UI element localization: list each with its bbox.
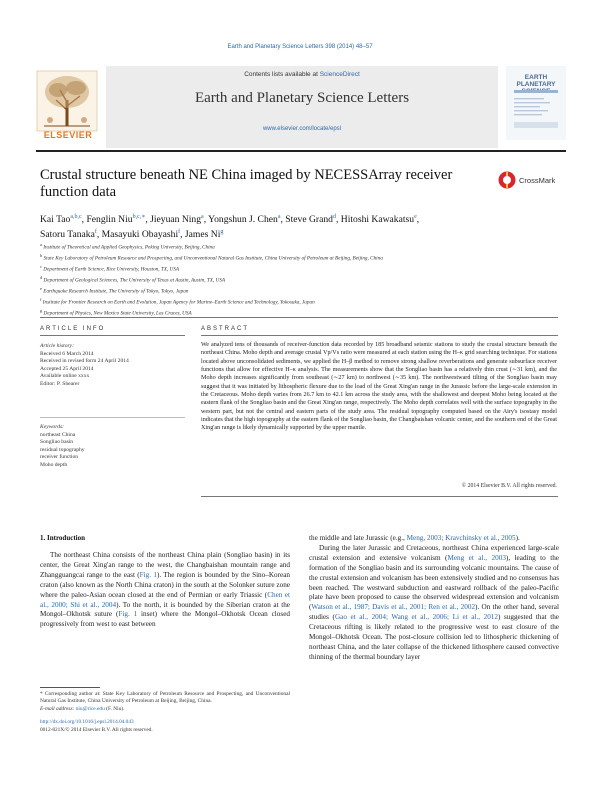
author-name[interactable]: Satoru Tanaka: [40, 229, 95, 241]
affiliation-item: [40, 263, 570, 274]
keyword: residual topography: [40, 446, 85, 453]
reference-link[interactable]: Fig. 1: [139, 570, 157, 579]
keyword: Songliao basin: [40, 439, 74, 446]
email-link[interactable]: niu@rice.edu: [75, 705, 105, 712]
author-list: Kai Tao$^{a,b,c}$, Fenglin Niu$^{b,c,∗}$, Jieyuan Ning$^a$, Yongshun J. Chen$^a$, Steve Grand$^d$, Hitoshi Kawakatsu$^e$, Satoru Tanaka$^f$, Masayuki Obayashi$^f$, James Ni$^g$: [40, 214, 420, 241]
sciencedirect-link[interactable]: ScienceDirect: [319, 71, 360, 78]
affiliation-marker: a: [40, 242, 42, 247]
intro-right-para-1: the middle and late Jurassic (e.g., Meng, 2003; Kravchinsky et al., 2005).: [309, 534, 520, 542]
affiliation-item: [40, 241, 570, 252]
affiliation-item: [40, 296, 570, 307]
affiliation-text: Institute of Theoretical and Applied Geophysics, Peking University, Beijing, China: [42, 244, 215, 251]
author-affiliation-marker[interactable]: g: [220, 229, 224, 236]
affiliation-text: Department of Geological Sciences, The University of Texas at Austin, Austin, TX, USA: [42, 277, 225, 284]
author-name[interactable]: Hitoshi Kawakatsu: [340, 214, 415, 226]
author-name[interactable]: Yongshun J. Chen: [208, 214, 278, 226]
keyword: northeast China: [40, 431, 76, 438]
keyword: receiver function: [40, 454, 79, 461]
history-entry: Received 6 March 2014: [40, 350, 94, 357]
affiliation-marker: c: [40, 264, 42, 270]
footnote-text: * Corresponding author at: State Key Laboratory of Petroleum Resource and Prospecting, and Unconventional Natural Gas Institute, China University of Petroleum at Beijing, Beijing, China.: [40, 691, 290, 705]
affiliation-text: Earthquake Research Institute, The University of Tokyo, Tokyo, Japan: [42, 288, 189, 295]
author-affiliation-marker[interactable]: a,b,c: [70, 214, 82, 220]
affiliation-text: Department of Physics, New Mexico State University, Las Cruces, USA: [42, 310, 192, 317]
reference-link[interactable]: Meng, 2003; Kravchinsky et al., 2005: [406, 534, 516, 542]
intro-right-para-2: During the later Jurassic and Cretaceous, northeast China experienced large-scale crustal extension and extensive volcanism (Meng et al., 2003), leading to the formation of the Songliao basin and its surrounding volcanic mountains. The cause of the crustal extension and volcanism has been extensively studied and no consensus has been reached. The westward subduction and eastward rollback of the paleo-Pacific plate have been proposed to cause the observed widespread extension and volcanism (Watson et al., 1987; Davis et al., 2001; Ren et al., 2002). On the other hand, several studies (Gao et al., 2004; Wang et al., 2006; Li et al., 2012) suggested that the Cretaceous rifting is likely related to the progressive west to east closure of the Mongol–Okhotsk Ocean. The post-closure collision led to lithospheric thickening of northeast China, and the later collapse of the thickened lithosphere caused convective thinning of the thermal boundary layer: [309, 543, 559, 661]
cover-graphic: [514, 90, 558, 130]
article-history: [40, 343, 190, 389]
abstract-copyright: © 2014 Elsevier B.V. All rights reserved.: [461, 483, 557, 489]
article-info-rule: [40, 335, 185, 336]
reference-link[interactable]: Fig. 1: [118, 610, 138, 619]
footnote-rule: [40, 687, 100, 688]
author-affiliation-marker[interactable]: f: [94, 229, 97, 236]
affiliation-text: Institute for Frontier Research on Earth and Evolution, Japan Agency for Marine–Earth Science and Technology, Yokosuka, Japan: [41, 299, 315, 306]
issn-line: 0012-821X/© 2014 Elsevier B.V. All rights reserved.: [40, 726, 153, 733]
affiliation-marker: f: [40, 297, 42, 303]
reference-link[interactable]: Gao et al., 2004; Wang et al., 2006; Li et al., 2012: [334, 613, 498, 622]
author-name[interactable]: Steve Grand: [285, 214, 333, 226]
author-name[interactable]: James Ni: [184, 229, 221, 241]
journal-header: [36, 66, 566, 148]
email-suffix: (F. Niu).: [104, 705, 125, 712]
abstract-heading: ABSTRACT: [201, 326, 250, 332]
author-name[interactable]: Masayuki Obayashi: [101, 229, 179, 241]
author-name[interactable]: Fenglin Niu: [86, 214, 133, 226]
contents-available-line: Contents lists available at ScienceDirect: [244, 71, 360, 78]
author-affiliation-marker[interactable]: a: [277, 214, 281, 220]
intro-right-column: [309, 534, 559, 663]
reference-link[interactable]: Chen et al., 2000; Shi et al., 2004: [40, 590, 290, 609]
affiliation-marker: g: [40, 308, 43, 314]
cover-title: EARTH PLANETARY: [516, 74, 556, 88]
journal-band: [106, 66, 498, 148]
affiliation-marker: d: [40, 275, 43, 281]
corresponding-author-footnote: [40, 691, 290, 713]
reference-link[interactable]: Watson et al., 1987; Davis et al., 2001; Ren et al., 2002: [311, 603, 476, 612]
header-rule: [36, 150, 566, 152]
abstract-body: We analyzed tens of thousands of receiver-function data recorded by 185 broadband seismic stations to study the crustal structure beneath the northeast China. Moho depth and average crustal Vp/Vs ratio were measured at each station using the H–κ grid searching technique. For stations located above unconsolidated sediments, we applied the H–β method to remove strong shallow reverberations and generate subsurface receiver functions that allow for effective H–κ analysis. The measurements show that the Songliao basin has a relatively thin crust (∼31 km), and the Moho depth increases significantly from southeast (∼27 km) to northwest (∼35 km). The northwestward tilting of the Songliao basin may suggest that it was initiated by lithospheric flexure due to the load of the Great Xing'an range in the Jurassic before the large-scale extension in the Cretaceous. Moho depth varies from 26.7 km to 42.1 km across the study area, with the shallowest and deepest Moho being located at the eastern flank of the Songliao basin and the Great Xing'an range, respectively. The Moho depth correlates well with the surface topography in the western part, but not the central and eastern parts of the study area. The residual topography computed based on the Airy's isostasy model indicates that the high topography at the eastern flank of the Songliao basin, the Changbaishan volcanic center, and the southern end of the Great Xing'an range is likely dynamically supported by the upper mantle.: [201, 342, 557, 432]
affiliation-item: [40, 285, 570, 296]
elsevier-tree-logo: [36, 70, 98, 132]
affiliation-list: [40, 241, 570, 318]
article-footer: [40, 719, 290, 734]
affiliation-text: Department of Earth Science, Rice University, Houston, TX, USA: [42, 266, 180, 273]
crossmark-label: CrossMark: [519, 176, 556, 185]
doi-link[interactable]: http://dx.doi.org/10.1016/j.epsl.2014.04.043: [40, 719, 134, 725]
title-section-rule: [40, 317, 558, 318]
history-entry: Editor: P. Shearer: [40, 380, 80, 387]
history-entry: Accepted 25 April 2014: [40, 365, 94, 372]
affiliation-item: [40, 274, 570, 285]
keywords: [40, 424, 190, 470]
affiliation-item: [40, 252, 570, 263]
affiliation-marker: e: [40, 286, 42, 292]
affiliation-text: State Key Laboratory of Petroleum Resource and Prospecting, and Unconventional Natural Gas Institute, China University of Petroleum at Beijing, Beijing, China: [42, 255, 383, 262]
intro-left-column: The northeast China consists of the northeast China plain (Songliao basin) in its center, the Great Xing'an range to the west, the Changbaishan mountain range and Zhangguangcai range to the east (Fig. 1). The region is bounded by the Sino–Korean craton (also known as the North China craton) in the south at the Solonker suture zone where the paleo-Asian ocean closed at the end of Permian or early Triassic (Chen et al., 2000; Shi et al., 2004). To the north, it is bounded by the Siberian craton at the Mongol–Okhotsk suture (Fig. 1 inset) where the Mongol–Okhotsk Ocean closed progressively from west to east between: [40, 551, 290, 629]
keywords-rule: [40, 417, 185, 418]
keyword: Moho depth: [40, 461, 68, 468]
author-affiliation-marker[interactable]: b,c,∗: [132, 214, 146, 220]
journal-url-link[interactable]: www.elsevier.com/locate/epsl: [262, 126, 342, 132]
history-entry: Available online xxxx: [40, 373, 90, 380]
reference-link[interactable]: Meng et al., 2003: [447, 553, 506, 562]
paper-title: Crustal structure beneath NE China imaged by NECESSArray receiver function data: [40, 167, 453, 200]
history-entry: Received in revised form 24 April 2014: [40, 358, 129, 365]
abstract-end-rule: [201, 496, 558, 497]
publisher-name: ELSEVIER: [43, 130, 93, 140]
author-affiliation-marker[interactable]: d: [332, 214, 336, 220]
author-affiliation-marker[interactable]: e: [414, 214, 417, 220]
section-heading-introduction: 1. Introduction: [40, 534, 85, 542]
author-affiliation-marker[interactable]: a: [201, 214, 204, 220]
author-name[interactable]: Jieyuan Ning: [150, 214, 202, 226]
email-label: E-mail address:: [40, 705, 76, 712]
article-info-heading: ARTICLE INFO: [40, 326, 106, 332]
keywords-title: Keywords:: [40, 424, 65, 430]
journal-title: Earth and Planetary Science Letters: [194, 90, 410, 106]
abstract-rule: [201, 335, 558, 336]
history-title: Article history:: [40, 343, 75, 349]
crossmark-badge[interactable]: [497, 170, 563, 190]
affiliation-marker: b: [40, 253, 43, 259]
journal-citation: Earth and Planetary Science Letters 398 (2014) 48–57: [227, 44, 373, 50]
author-affiliation-marker[interactable]: f: [178, 229, 181, 236]
author-name[interactable]: Kai Tao: [40, 214, 71, 226]
journal-cover-thumbnail: [506, 66, 566, 140]
